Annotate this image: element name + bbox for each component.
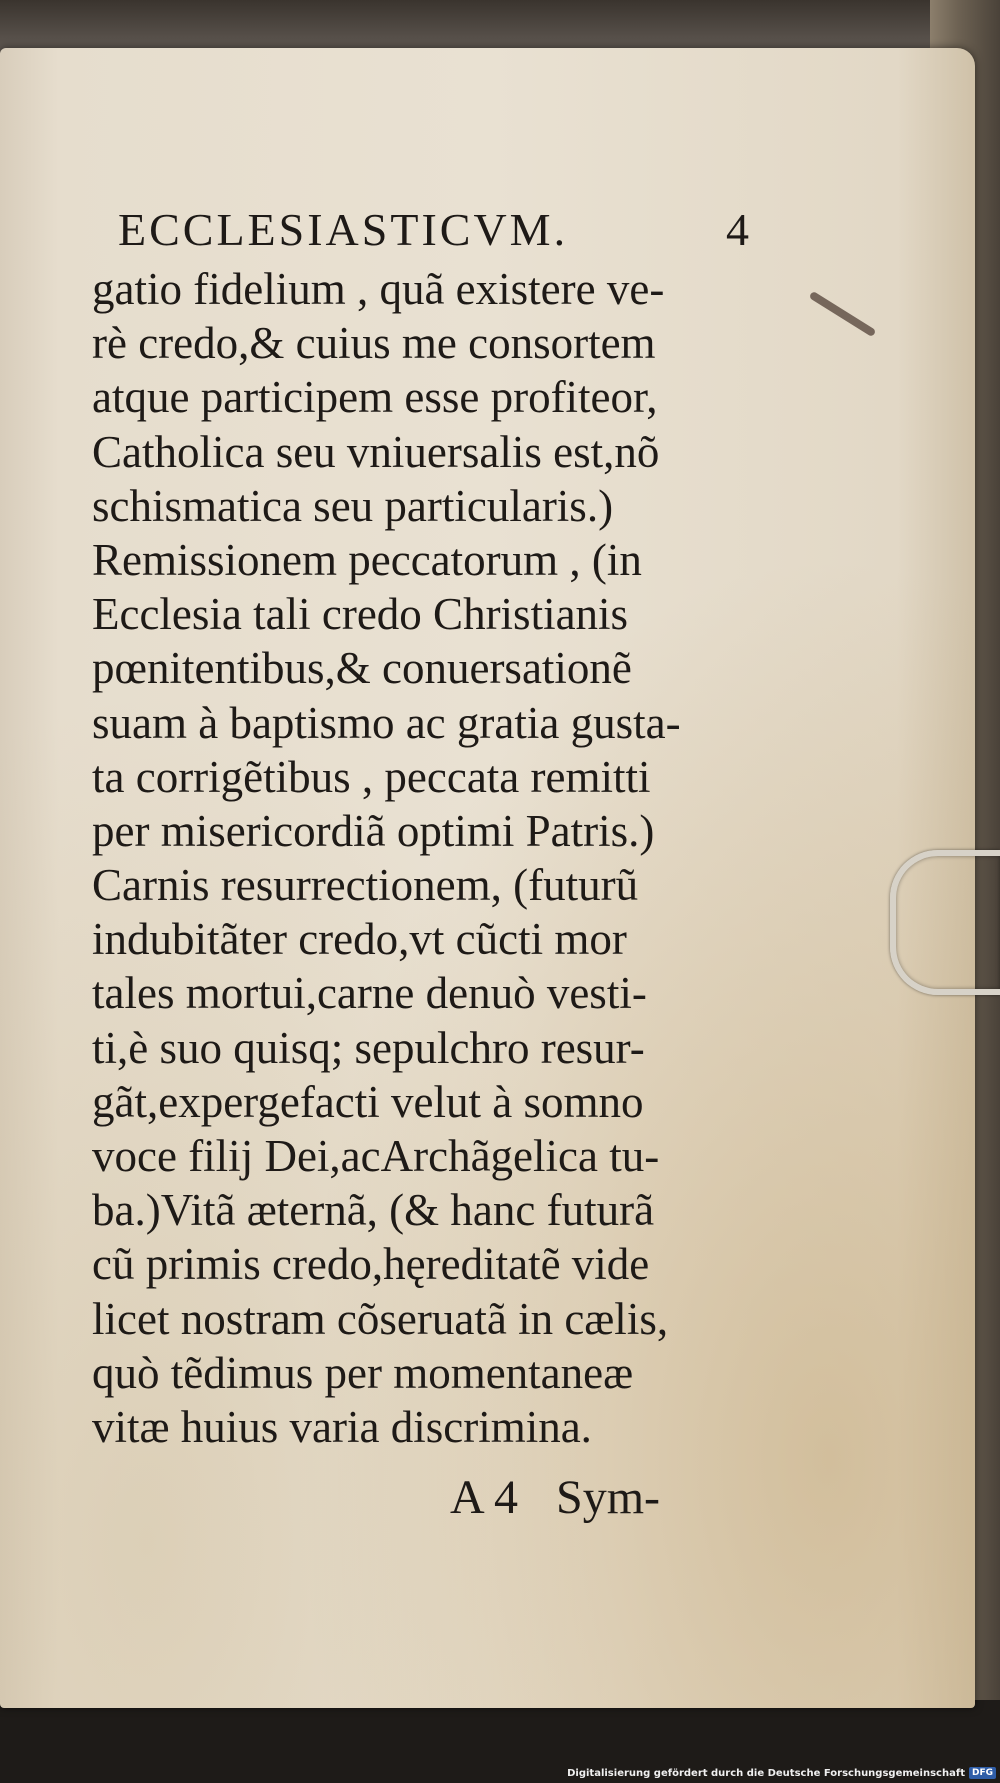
text-line: ba.)Vitã æternã, (& hanc futurã xyxy=(92,1185,655,1236)
catchword: Sym- xyxy=(556,1471,661,1524)
text-line: schismatica seu particularis.) xyxy=(92,480,614,531)
text-line: vitæ huius varia discrimina. xyxy=(92,1401,592,1452)
text-line: suam à baptismo ac gratia gusta- xyxy=(92,697,681,748)
digitization-credit xyxy=(567,1767,996,1779)
text-line: ti,è suo quisq; sepulchro resur- xyxy=(92,1022,645,1073)
text-line: indubitãter credo,vt cũcti mor xyxy=(92,914,627,965)
text-line: atque participem esse profiteor, xyxy=(92,372,658,423)
running-head-title: ECCLESIASTICVM. xyxy=(118,204,569,255)
text-line: pœnitentibus,& conuersationẽ xyxy=(92,643,632,694)
text-line: Remissionem peccatorum , (in xyxy=(92,534,642,585)
text-line: Catholica seu vniuersalis est,nõ xyxy=(92,426,660,477)
text-line: gatio fidelium , quã existere ve- xyxy=(92,264,665,314)
body-text xyxy=(92,262,752,1454)
credit-text: Digitalisierung gefördert durch die Deutsche Forschungsgemeinschaft xyxy=(567,1767,965,1779)
text-line: voce filij Dei,acArchãgelica tu- xyxy=(92,1131,660,1181)
text-line: quò tẽdimus per momentaneæ xyxy=(92,1347,634,1398)
text-line: tales mortui,carne denuò vesti- xyxy=(92,968,647,1019)
text-line: licet nostram cõseruatã in cælis, xyxy=(92,1293,669,1344)
text-line: per misericordiã optimi Patris.) xyxy=(92,805,655,856)
page-footer xyxy=(450,1470,750,1525)
text-line: ta corrigẽtibus , peccata remitti xyxy=(92,751,651,802)
text-line: Carnis resurrectionem, (futurũ xyxy=(92,860,639,911)
signature-mark: A 4 xyxy=(450,1471,519,1524)
running-head xyxy=(92,198,752,262)
text-line: rè credo,& cuius me consortem xyxy=(92,318,656,369)
text-line: Ecclesia tali credo Christianis xyxy=(92,589,629,640)
text-line: gãt,expergefacti velut à somno xyxy=(92,1076,644,1127)
ink-stain xyxy=(809,291,877,338)
page-text-block xyxy=(92,198,752,1454)
bookmark-clip xyxy=(890,850,1000,995)
text-line: cũ primis credo,hęreditatẽ vide xyxy=(92,1239,650,1290)
dfg-logo: DFG xyxy=(969,1767,996,1779)
folio-number: 4 xyxy=(726,204,752,255)
book-page xyxy=(0,48,975,1708)
